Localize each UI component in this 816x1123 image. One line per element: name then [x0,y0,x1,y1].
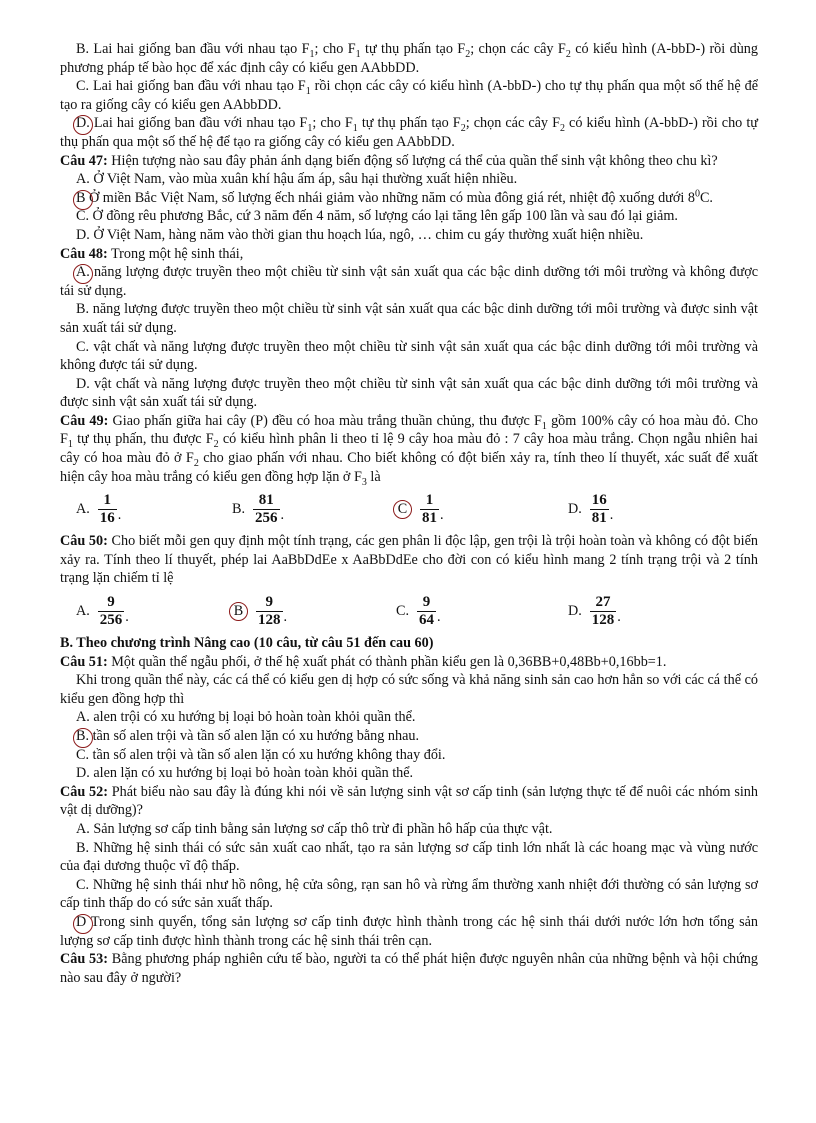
q52-option-c: C. Những hệ sinh thái như hồ nông, hệ cửa sông, rạn san hô và rừng ẩm thường xanh nhiệt đới thường có sản lượng sơ cấp tinh thấp do có sức sản xuất thấp. [60,876,758,912]
q49-option-d: D. $\frac{16}{81}$ . [568,491,614,526]
q52-option-d: D Trong sinh quyển, tổng sản lượng sơ cấp tinh được hình thành trong các hệ sinh thái dưới nước lớn hơn tổng sản lượng sơ cấp tinh được hình thành trong các hệ sinh thái trên cạn. [60,913,758,949]
q50-option-a: A. $\frac{9}{256}$ . [76,593,129,628]
q47-option-b: B Ở miền Bắc Việt Nam, số lượng ếch nhái giảm vào những năm có mùa đông giá rét, nhiệt độ xuống dưới $8^0C$. [76,188,713,206]
q51-option-a: A. alen trội có xu hướng bị loại bỏ hoàn toàn khỏi quần thể. [76,709,416,726]
q51-question-cont: Khi trong quần thể này, các cá thể có kiểu gen dị hợp có sức sống và khả năng sinh sản cao hơn hẳn so với các cá thể có kiểu gen đồng hợp thì [60,672,758,707]
q50-option-d: D. $\frac{27}{128}$ . [568,593,621,628]
q50-question: Câu 50: Cho biết mỗi gen quy định một tính trạng, các gen phân li độc lập, gen trội là trội hoàn toàn và không có đột biến xảy ra. Tính theo lí thuyết, phép lai AaBbDdEe x AaBbDdEe cho đời con có kiểu hình mang 2 tính trạng trội và 2 tính trạng lặn chiếm tỉ lệ [60,533,758,587]
q48-option-d: D. vật chất và năng lượng được truyền theo một chiều từ sinh vật sản xuất qua các bậc dinh dưỡng tới môi trường và được sinh vật sản xuất tái sử dụng. [60,375,758,411]
answer-circle: D [76,913,87,930]
answer-circle: B [76,189,86,206]
q52-question: Câu 52: Phát biểu nào sau đây là đúng khi nói về sản lượng sinh vật sơ cấp tinh (sản lượng thực tế để nuôi các nhóm sinh vật dị dưỡng)? [60,783,758,819]
q50-option-b: B $\frac{9}{128}$ . [232,594,287,629]
q48-question: Câu 48: Trong một hệ sinh thái, [60,245,244,262]
q47-option-d: D. Ở Việt Nam, hàng năm vào thời gian thu hoạch lúa, ngô, … chim cu gáy thường xuất hiện nhiều. [76,226,644,243]
q49-question: Câu 49: Giao phấn giữa hai cây (P) đều có hoa màu trắng thuần chủng, thu được $F_1$ gồm 100% cây có hoa màu đỏ. Cho $F_1$ tự thụ phấn, thu được $F_2$ có kiểu hình phân li theo tỉ lệ 9 cây hoa màu đỏ : 7 cây hoa màu trắng. Chọn ngẫu nhiên hai cây có hoa màu đỏ ở $F_2$ cho giao phấn với nhau. Cho biết không có đột biến xảy ra, tính theo lí thuyết, xác suất để xuất hiện cây hoa màu trắng có kiểu gen đồng hợp lặn ở $F_3$ là [60,412,758,488]
q46-option-b: B. Lai hai giống ban đầu với nhau tạo $F_1$; cho $F_1$ tự thụ phấn tạo $F_2$; chọn các cây $F_2$ có kiểu hình (A-bbD-) rồi dùng phương pháp tế bào học để xác định cây có kiểu gen AAbbDD. [60,41,758,76]
q48-option-a: A. năng lượng được truyền theo một chiều từ sinh vật sản xuất qua các bậc dinh dưỡng tới môi trường và không được tái sử dụng. [60,264,758,299]
q49-option-c: C $\frac{1}{81}$ . [396,492,444,527]
q53-question: Câu 53: Bằng phương pháp nghiên cứu tế bào, người ta có thể phát hiện được nguyên nhân của những bệnh và hội chứng nào sau đây ở người? [60,951,758,986]
q49-option-a: A. $\frac{1}{16}$ . [76,491,122,526]
answer-circle: D [76,115,87,132]
q47-option-c: C. Ở đồng rêu phương Bắc, cứ 3 năm đến 4 năm, số lượng cáo lại tăng lên gấp 100 lần và sau đó lại giảm. [76,208,678,225]
q49-option-b: B. $\frac{81}{256}$ . [232,491,285,526]
q49-options [60,488,758,530]
answer-circle: C [393,500,412,519]
answer-circle: B [76,728,86,744]
q46-option-d: D. Lai hai giống ban đầu với nhau tạo $F_1$; cho $F_1$ tự thụ phấn tạo $F_2$; chọn các cây $F_2$ có kiểu hình (A-bbD-) rồi cho tự thụ phấn qua một số thế hệ để tạo ra giống cây có kiểu gen AAbbDD. [60,115,758,150]
q50-options [60,590,758,632]
section-heading: B. Theo chương trình Nâng cao (10 câu, từ câu 51 đến cau 60) [60,635,434,652]
exam-page [60,40,758,987]
q51-question: Câu 51: Một quần thể ngẫu phối, ở thế hệ xuất phát có thành phần kiểu gen là 0,36BB+0,48Bb+0,16bb=1. [60,653,667,670]
q51-option-b: B. tần số alen trội và tần số alen lặn có xu hướng bằng nhau. [76,728,420,744]
q48-option-c: C. vật chất và năng lượng được truyền theo một chiều từ sinh vật sản xuất qua các bậc dinh dưỡng tới môi trường và không được tái sử dụng. [60,338,758,374]
q48-option-b: B. năng lượng được truyền theo một chiều từ sinh vật sản xuất qua các bậc dinh dưỡng tới môi trường và được sinh vật sản xuất tái sử dụng. [60,301,758,336]
q51-option-d: D. alen lặn có xu hướng bị loại bỏ hoàn toàn khỏi quần thể. [76,765,414,782]
answer-circle: B [229,602,248,621]
q51-option-c: C. tần số alen trội và tần số alen lặn có xu hướng không thay đổi. [76,746,446,763]
answer-circle: A [76,264,87,281]
q52-option-a: A. Sản lượng sơ cấp tinh bằng sản lượng sơ cấp thô trừ đi phần hô hấp của thực vật. [76,820,553,837]
q47-question: Câu 47: Hiện tượng nào sau đây phản ánh dạng biến động số lượng cá thể của quần thể sinh vật không theo chu kì? [60,152,718,169]
q52-option-b: B. Những hệ sinh thái có sức sản xuất cao nhất, tạo ra sản lượng sơ cấp tinh lớn nhất là các hoang mạc và vùng nước của đại dương thuộc vĩ độ thấp. [60,839,758,875]
q50-option-c: C. $\frac{9}{64}$ . [396,593,441,628]
q46-option-c: C. Lai hai giống ban đầu với nhau tạo $F_1$ rồi chọn các cây có kiểu hình (A-bbD-) cho tự thụ phấn qua một số thế hệ để tạo ra giống cây có kiểu gen AAbbDD. [60,78,758,113]
q47-option-a: A. Ở Việt Nam, vào mùa xuân khí hậu ấm áp, sâu hại thường xuất hiện nhiều. [76,171,518,188]
